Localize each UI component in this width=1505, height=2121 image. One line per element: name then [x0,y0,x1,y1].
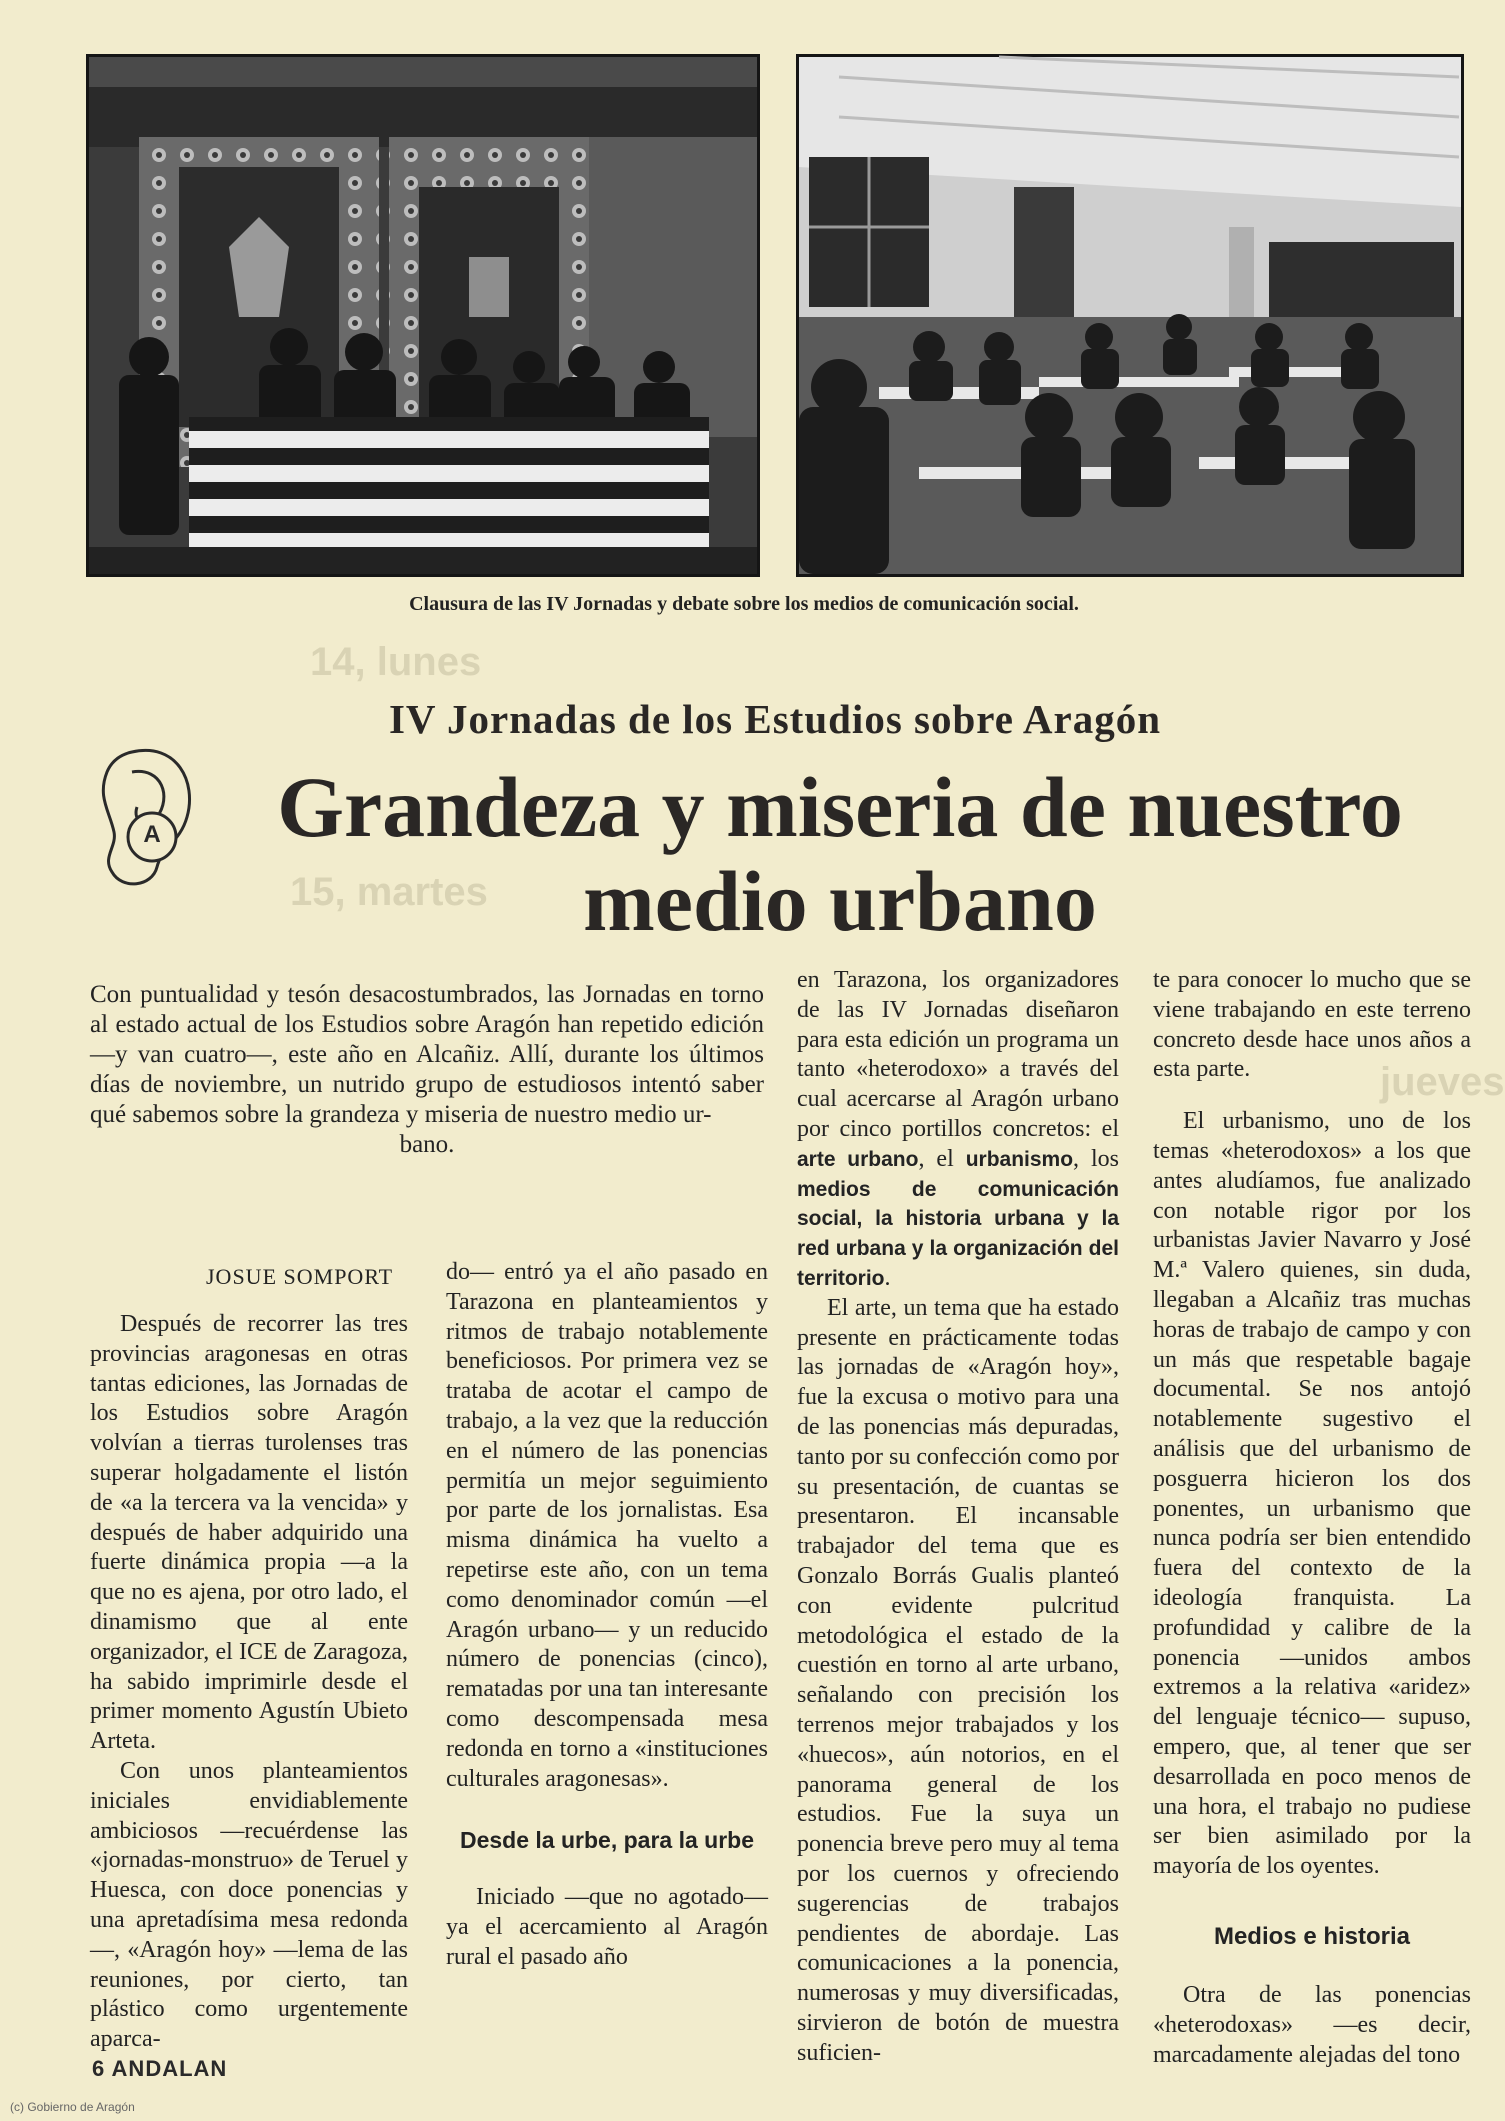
photo-closing-ceremony [86,54,760,577]
page-footer [92,2056,227,2082]
column-1 [90,1310,408,2055]
col4-paragraph-2: El urbanismo, uno de los temas «heterodoxos» a los que antes aludíamos, fue analizado con notable rigor por los urbanistas Javier Navarro y José M.ª Valero quienes, sin duda, llegaban a Alcañiz tras muchas horas de trabajo de campo y con un más que respetable bagaje documental. Se nos antojó notablemente sugestivo el análisis que del urbanismo de posguerra hicieron los dos ponentes, un urbanismo que nunca podría ser bien entendido fuera del contexto de la ideología franquista. La profundidad y calibre de la ponencia —unidos ambos extremos a la relativa «aridez» del lenguaje técnico— supuso, empero, que, al tener que ser desarrollada en poco menos de una hora, el trabajo no pudiese ser bien asimilado por la mayoría de los oyentes. [1153,1108,1471,1880]
headline-line-2: medio urbano [583,853,1097,949]
col2-paragraph-2: Iniciado —que no agotado— ya el acercamiento al Aragón rural el pasado año [446,1884,768,1970]
page-number: 6 [92,2056,106,2081]
photo-debate-classroom-image [799,57,1461,574]
col2-paragraph-1: do— entró ya el año pasado en Tarazona en planteamientos y ritmos de trabajo notablemente beneficiosos. Por primera vez se trataba de acotar el campo de trabajo, a la vez que la reducción en el número de las ponencias permitía un mejor seguimiento por parte de los jornalistas. Esa misma dinámica ha vuelto a repetirse este año, con un tema como denominador común —el Aragón urbano— y un reducido número de ponencias (cinco), rematadas por una tan interesante como descompensada mesa redonda en torno a «instituciones culturales aragonesas». [446,1259,768,1792]
show-through-jueves: jueves [1380,1060,1505,1104]
col3-text-c: , los [1073,1145,1119,1172]
section-logo-icon [92,742,202,892]
headline-line-1: Grandeza y miseria de nuestro [277,759,1403,855]
col3-paragraph-2: El arte, un tema que ha estado presente en prácticamente todas las jornadas de «Aragón hoy», fue la excusa o motivo para una de las ponencias más depuradas, tanto por su confección como por su presentación, de cuantas se presentaron. El incansable trabajador del tema que es Gonzalo Borrás Gualis planteó con evidente pulcritud metodológica el estado de la cuestión en torno al arte urbano, señalando con precisión los terrenos mejor trabajados y los «huecos», aún notorios, en el panorama general de los estudios. Fue la suya un ponencia breve pero muy al tema por los cuernos y ofreciendo sugerencias de trabajos pendientes de abordaje. Las comunicaciones a la ponencia, numerosas y muy diversificadas, sirvieron de botón de muestra suficien- [797,1294,1119,2066]
lead-text: Con puntualidad y tesón desacostumbrados, las Jornadas en torno al estado actual de los Estudios sobre Aragón han repetido edición —y van cuatro—, este año en Alcañiz. Allí, durante los últimos días de noviembre, un nutrido grupo de estudiosos intentó saber qué sabemos sobre la grandeza y miseria de nuestro medio ur- [90,981,764,1128]
col3-bold-arte-urbano: arte urbano [797,1147,919,1171]
photo-debate-classroom [796,54,1464,577]
col3-text-b: , el [918,1145,954,1172]
col3-text-d: . [884,1264,891,1291]
column-4 [1153,966,1471,2070]
col1-paragraph-2: Con unos planteamientos iniciales envidiablemente ambiciosos —recuérdense las «jornadas-monstruo» de Teruel y Huesca, con doce ponencias y una apretadísima mesa redonda—, «Aragón hoy» —lema de las reuniones, por cierto, tan plástico como urgentemente aparca- [90,1757,408,2053]
col3-bold-urbanismo: urbanismo [965,1147,1074,1171]
column-2 [446,1258,768,1973]
magazine-name: ANDALAN [111,2056,228,2081]
show-through-lunes: 14, lunes [310,640,482,684]
lead-text-end: bano. [399,1131,455,1158]
column-3 [797,966,1119,2068]
article-headline [200,760,1480,948]
photo-closing-ceremony-image [89,57,757,574]
col4-paragraph-1: te para conocer lo mucho que se viene trabajando en este terreno concreto desde hace unos años a esta parte. [1153,967,1471,1083]
col3-bold-medios: medios de comunicación social, la historia urbana y la red urbana y la organización del territorio [797,1177,1119,1290]
article-lead [90,980,764,1160]
col1-paragraph-1: Después de recorrer las tres provincias aragonesas en otras tantas ediciones, las Jornadas de los Estudios sobre Aragón volvían a tierras turolenses tras superar holgadamente el listón de «a la tercera va la vencida» y después de haber adquirido una fuerte dinámica propia —a la que no es ajena, por otro lado, el dinamismo que al ente organizador, el ICE de Zaragoza, ha sabido imprimirle desde el primer momento Agustín Ubieto Arteta. [90,1311,408,1755]
byline: JOSUE SOMPORT [206,1264,394,1289]
photo-caption: Clausura de las IV Jornadas y debate sobre los medios de comunicación social. [409,593,1079,615]
copyright-credit: (c) Gobierno de Aragón [10,2100,135,2114]
col3-paragraph-1 [797,966,1119,1294]
col3-text-a: en Tarazona, los organizadores de las IV Jornadas diseñaron para esta edición un programa un tanto «heterodoxo» a través del cual acercarse al Aragón urbano por cinco portillos concretos: el [797,967,1119,1142]
show-through-martes: 15, martes [290,870,488,914]
col4-paragraph-3: Otra de las ponencias «heterodoxas» —es decir, marcadamente alejadas del tono [1153,1981,1471,2068]
subhead-medios-e-historia: Medios e historia [1213,1922,1411,1950]
subhead-desde-la-urbe: Desde la urbe, para la urbe [459,1827,754,1854]
article-kicker: IV Jornadas de los Estudios sobre Aragón [388,696,1162,742]
section-logo-letter: A [143,821,161,848]
